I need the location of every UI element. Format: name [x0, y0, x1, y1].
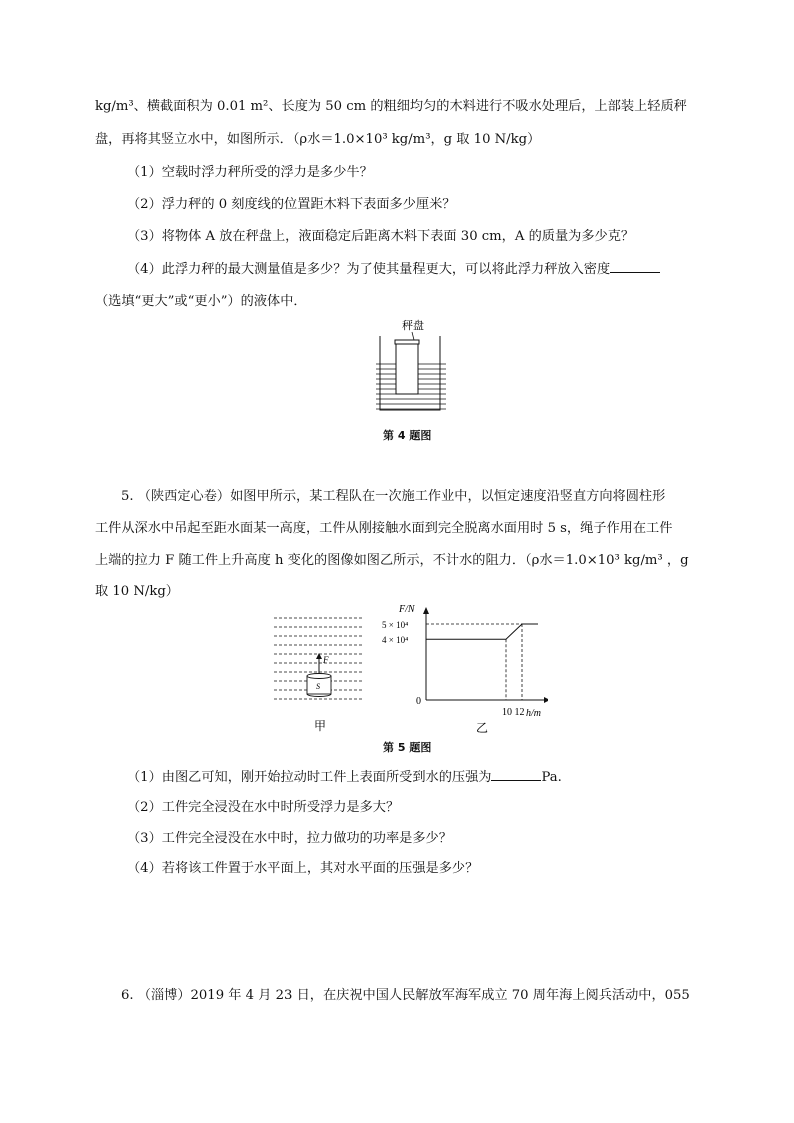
series-line [426, 624, 538, 639]
y-tick-label: 4 × 10⁴ [382, 635, 409, 646]
x-axis-arrow [544, 697, 548, 703]
figure-5b-chart [378, 600, 548, 737]
y-axis-label: F/N [399, 604, 415, 615]
q5-sub2: （2）工件完全浸没在水中时所受浮力是多大？ [127, 800, 400, 815]
figure-b-name: 乙 [476, 721, 489, 735]
answer-blank[interactable] [610, 259, 660, 273]
q4-sub2: （2）浮力秤的 0 刻度线的位置距木料下表面多少厘米？ [127, 197, 456, 212]
q4-sub4-text: （4）此浮力秤的最大测量值是多少？为了使其量程更大，可以将此浮力秤放入密度 [127, 262, 611, 277]
wood-block [396, 344, 418, 394]
y-tick-label: 5 × 10⁴ [382, 620, 409, 630]
y-axis-arrow [423, 607, 429, 614]
q4-sub3: （3）将物体 A 放在秤盘上，液面稳定后距离木料下表面 30 cm，A 的质量为多少克？ [127, 229, 635, 244]
x-axis-label: h/m [526, 708, 541, 719]
q5-line1: 5. （陕西定心卷）如图甲所示，某工程队在一次施工作业中，以恒定速度沿竖直方向将圆柱形 [121, 489, 666, 504]
q5-sub4: （4）若将该工件置于水平面上，其对水平面的压强是多少？ [127, 861, 479, 876]
q5-sub1-unit: Pa. [541, 770, 562, 785]
tray-label: 秤盘 [402, 320, 424, 332]
figure-4 [370, 318, 450, 416]
x-tick-label: 10 12 [502, 707, 525, 718]
figure-5a [272, 612, 372, 737]
q4-sub1: （1）空载时浮力秤所受的浮力是多少牛？ [127, 165, 373, 180]
origin-label: 0 [416, 696, 421, 707]
q5-line3: 上端的拉力 F 随工件上升高度 h 变化的图像如图乙所示，不计水的阻力．（ρ水＝1.0×10³ kg/m³ ，g [95, 553, 689, 568]
q5-line2: 工件从深水中吊起至距水面某一高度，工件从刚接触水面到完全脱离水面用时 5 s，绳子作用在工件 [95, 521, 673, 536]
figure-a-name: 甲 [314, 719, 327, 733]
force-label: F [323, 655, 329, 665]
figure-4-caption: 第 4 题图 [383, 429, 432, 442]
q5-sub3: （3）工件完全浸没在水中时，拉力做功的功率是多少？ [127, 831, 452, 846]
q5-sub1-text: （1）由图乙可知，刚开始拉动时工件上表面所受到水的压强为 [127, 770, 492, 785]
q6-line1: 6. （淄博）2019 年 4 月 23 日，在庆祝中国人民解放军海军成立 70 周年海上阅兵活动中，055 [121, 988, 690, 1003]
q4-sub4-cont: （选填“更大”或“更小”）的液体中． [95, 294, 307, 309]
q4-intro-line1: kg/m³、横截面积为 0.01 m²、长度为 50 cm 的粗细均匀的木料进行不吸水处理后，上部装上轻质秤 [95, 99, 687, 114]
answer-blank[interactable] [491, 767, 541, 781]
q5-sub1 [127, 767, 562, 788]
q5-line4: 取 10 N/kg） [95, 584, 179, 599]
figure-5-caption: 第 5 题图 [383, 741, 432, 754]
scale-tray [395, 340, 419, 344]
q4-intro-line2: 盘，再将其竖立水中，如图所示．（ρ水＝1.0×10³ kg/m³，g 取 10 N/kg） [95, 132, 541, 147]
s-label: S [316, 682, 320, 691]
q4-sub4 [127, 259, 660, 280]
